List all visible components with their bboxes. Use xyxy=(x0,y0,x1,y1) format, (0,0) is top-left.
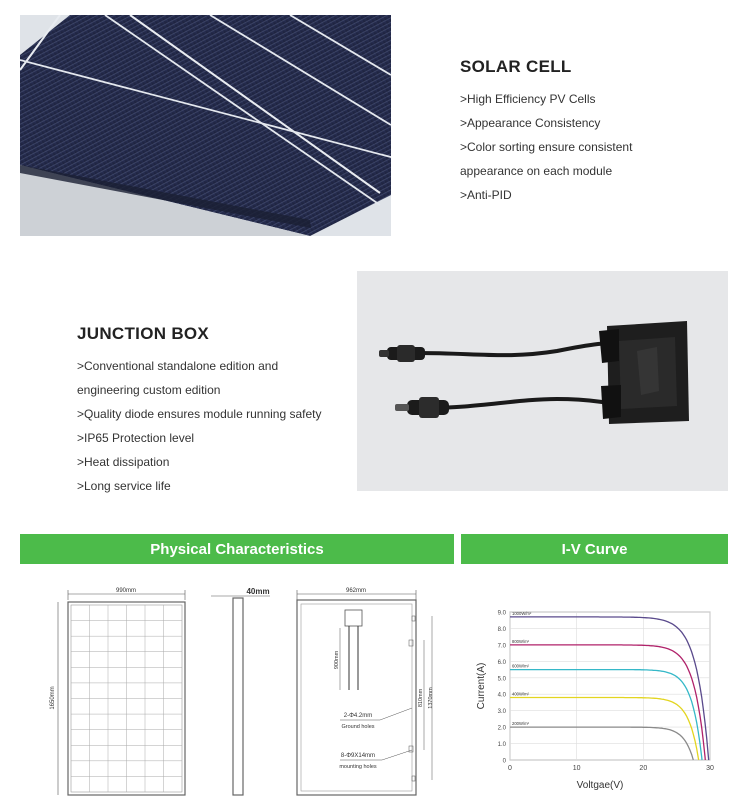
feature-item: >Appearance Consistency xyxy=(460,116,601,130)
feature-item: >Anti-PID xyxy=(460,188,512,202)
chart-y-label: Current(A) xyxy=(476,662,487,710)
feature-item: >Color sorting ensure consistent xyxy=(460,140,633,154)
chart-series-label: 200W/m² xyxy=(512,721,529,727)
chart-y-tick-label: 4.0 xyxy=(497,692,506,699)
side-view xyxy=(211,587,270,795)
feature-item: >Heat dissipation xyxy=(77,455,170,469)
feature-item: >Long service life xyxy=(77,479,171,493)
chart-y-tick-label: 3.0 xyxy=(497,709,506,716)
chart-series-label: 400W/m² xyxy=(512,691,529,697)
side-thickness-label: 40mm xyxy=(246,587,270,596)
chart-series-label: 800W/m² xyxy=(512,638,529,644)
iv-curve-chart xyxy=(470,600,728,800)
rear-cable-label: 900mm xyxy=(334,650,340,670)
chart-y-tick-label: 7.0 xyxy=(497,643,506,650)
front-height-label: 1650mm xyxy=(50,686,56,710)
solar-cell-image xyxy=(20,15,391,236)
chart-x-tick-label: 30 xyxy=(706,765,714,772)
iv-curve-banner: I-V Curve xyxy=(461,534,728,564)
ground-holes-label: Ground holes xyxy=(341,724,375,730)
feature-item: >High Efficiency PV Cells xyxy=(460,92,596,106)
rear-view xyxy=(297,588,434,795)
physical-drawing xyxy=(40,580,450,805)
rear-h1-label: 810mm xyxy=(418,688,424,708)
physical-characteristics-banner: Physical Characteristics xyxy=(20,534,454,564)
feature-item: >Conventional standalone edition and xyxy=(77,359,279,373)
chart-series-label: 600W/m² xyxy=(512,663,529,669)
solar-cell-photo xyxy=(20,15,391,236)
rear-width-label: 962mm xyxy=(345,588,367,594)
chart-y-tick-label: 5.0 xyxy=(497,676,506,683)
chart-y-tick-label: 6.0 xyxy=(497,659,506,666)
junction-box-title: JUNCTION BOX xyxy=(77,324,210,343)
junction-box-photo xyxy=(357,271,728,491)
feature-item: >Quality diode ensures module running safety xyxy=(77,407,322,421)
chart-y-tick-label: 1.0 xyxy=(497,742,506,749)
chart-y-tick-label: 9.0 xyxy=(497,610,506,617)
mount-spec-label: 8-Φ9X14mm xyxy=(340,753,376,759)
feature-item: appearance on each module xyxy=(460,164,613,178)
front-view xyxy=(50,588,185,795)
junction-box-image xyxy=(357,271,728,491)
chart-plot-area xyxy=(510,612,710,760)
chart-x-tick-label: 20 xyxy=(639,765,648,772)
chart-x-tick-label: 10 xyxy=(572,765,581,772)
solar-cell-features xyxy=(460,87,632,207)
chart-y-tick-label: 8.0 xyxy=(497,626,506,633)
chart-y-tick-label: 0 xyxy=(502,758,506,765)
solar-cell-title: SOLAR CELL xyxy=(460,57,572,76)
mounting-holes-label: mounting holes xyxy=(339,764,377,770)
chart-y-tick-label: 2.0 xyxy=(497,725,506,732)
front-width-label: 990mm xyxy=(115,588,137,594)
chart-series-label: 1000W/m² xyxy=(512,610,532,616)
junction-box-features xyxy=(77,354,321,498)
feature-item: >IP65 Protection level xyxy=(77,431,195,445)
chart-x-label: Voltgae(V) xyxy=(576,780,624,791)
ground-spec-label: 2-Φ4.2mm xyxy=(343,713,373,719)
feature-item: engineering custom edition xyxy=(77,383,221,397)
rear-h2-label: 1370mm xyxy=(428,687,434,709)
chart-x-tick-label: 0 xyxy=(508,765,512,772)
